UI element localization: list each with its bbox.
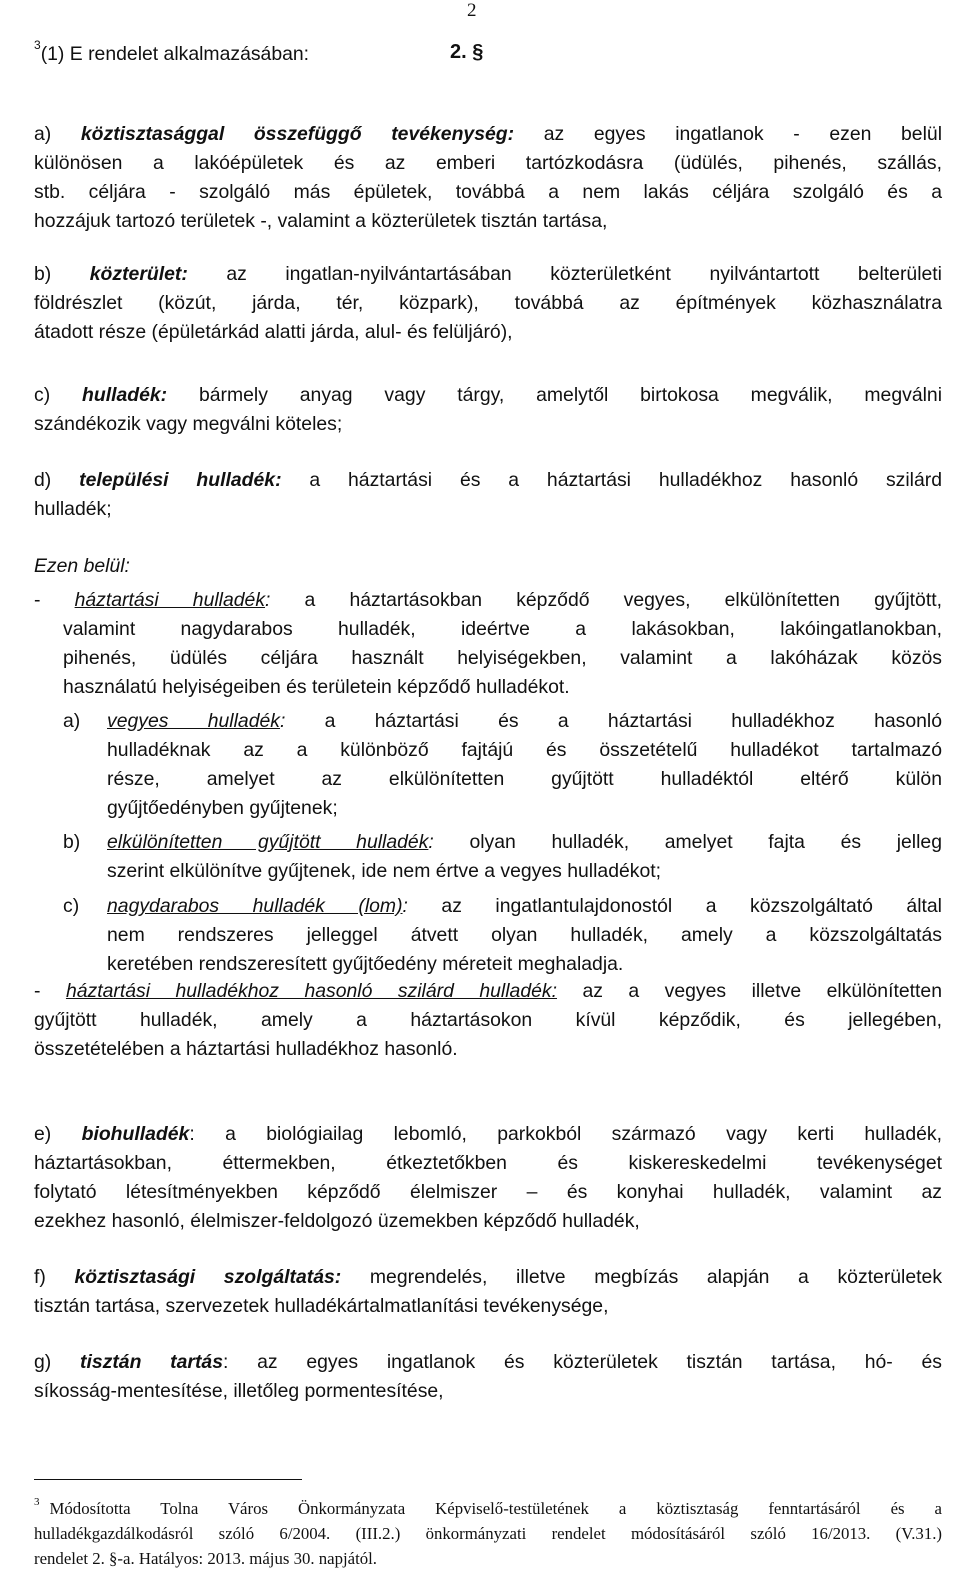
definition-b-term: közterület: <box>89 263 188 285</box>
definition-c-line2: szándékozik vagy megválni köteles; <box>34 413 343 435</box>
definition-a-line3: stb. céljára - szolgáló más épületek, továbbá a nem lakás céljára szolgáló és a <box>34 181 942 203</box>
definition-a-line4: hozzájuk tartozó területek -, valamint a közterületek tisztán tartása, <box>34 210 608 232</box>
household-waste <box>34 586 942 702</box>
definition-f-term: köztisztasági szolgáltatás: <box>74 1266 342 1288</box>
definition-e-term: biohulladék <box>81 1123 190 1145</box>
similar-solid-waste-line3: összetételében a háztartási hulladékhoz hasonló. <box>34 1038 458 1060</box>
similar-solid-waste-line2: gyűjtött hulladék, amely a háztartásokon kívül képződik, és jellegében, <box>34 1009 942 1031</box>
subdefinition-c-label: c) <box>63 895 80 917</box>
definition-b-line3: átadott része (épületárkád alatti járda, alul- és felüljáró), <box>34 321 513 343</box>
definition-a <box>34 120 942 236</box>
subdefinition-a-label: a) <box>63 710 81 732</box>
definition-e <box>34 1120 942 1236</box>
section-title: 2. § <box>450 41 484 63</box>
definition-a-line1: a) köztisztasággal összefüggő tevékenység: az egyes ingatlanok - ezen belül <box>34 123 942 145</box>
definition-f <box>34 1263 942 1321</box>
definition-g-line2: síkosság-mentesítése, illetőleg pormentesítése, <box>34 1380 444 1402</box>
definition-a-line2: különösen a lakóépületek és az emberi tartózkodásra (üdülés, pihenés, szállás, <box>34 152 942 174</box>
household-waste-line4: használatú helyiségeiben és területein képződő hulladékot. <box>63 676 570 698</box>
definition-g-term: tisztán tartás <box>80 1351 223 1373</box>
subdefinition-c-term: nagydarabos hulladék (lom) <box>107 895 403 917</box>
definition-e-line3: folytató létesítményekben képződő élelmiszer – és konyhai hulladék, valamint az <box>34 1181 942 1203</box>
definition-b <box>34 260 942 347</box>
similar-solid-waste-term: háztartási hulladékhoz hasonló szilárd hulladék: <box>65 980 557 1002</box>
definition-b-line2: földrészlet (közút, járda, tér, közpark), továbbá az építmények közhasználatra <box>34 292 942 314</box>
definition-f-line2: tisztán tartása, szervezetek hulladékártalmatlanítási tevékenysége, <box>34 1295 609 1317</box>
definition-c <box>34 381 942 439</box>
definition-d-line2: hulladék; <box>34 498 112 520</box>
definition-e-line2: háztartásokban, éttermekben, étkeztetőkben és kiskereskedelmi tevékenységet <box>34 1152 942 1174</box>
definition-e-line1: e) biohulladék: a biológiailag lebomló, parkokból származó vagy kerti hulladék, <box>34 1123 942 1145</box>
subdefinition-b-term: elkülönítetten gyűjtött hulladék <box>107 831 429 853</box>
definition-c-line1: c) hulladék: bármely anyag vagy tárgy, amelytől birtokosa megválik, megválni <box>34 384 943 406</box>
article-heading <box>34 38 934 72</box>
within-label: Ezen belül: <box>34 555 130 577</box>
definition-d <box>34 466 942 524</box>
article-intro-text: (1) E rendelet alkalmazásában: <box>40 43 310 65</box>
definition-g-line1: g) tisztán tartás: az egyes ingatlanok és közterületek tisztán tartása, hó- és <box>34 1351 942 1373</box>
footnote-mark: 3 <box>34 1496 40 1508</box>
definition-g <box>34 1348 942 1406</box>
definition-e-line4: ezekhez hasonló, élelmiszer-feldolgozó üzemekben képződő hulladék, <box>34 1210 640 1232</box>
definition-d-line1: d) települési hulladék: a háztartási és a háztartási hulladékhoz hasonló szilárd <box>34 469 943 491</box>
footnote-reference[interactable]: 3 <box>34 38 41 52</box>
household-waste-term: háztartási hulladék <box>74 589 266 611</box>
footnote-separator <box>34 1479 302 1480</box>
household-waste-line2: valamint nagydarabos hulladék, ideértve a lakásokban, lakóingatlanokban, <box>63 618 942 640</box>
definition-c-term: hulladék: <box>82 384 168 406</box>
subdefinition-a-term: vegyes hulladék <box>107 710 280 732</box>
definition-d-term: települési hulladék: <box>79 469 282 491</box>
household-waste-line1: - háztartási hulladék: a háztartásokban képződő vegyes, elkülönítetten gyűjtött, <box>34 589 942 611</box>
definition-b-line1: b) közterület: az ingatlan-nyilvántartásában közterületként nyilvántartott belterületi <box>34 263 942 285</box>
household-waste-line3: pihenés, üdülés céljára használt helyiségekben, valamint a lakóházak közös <box>63 647 942 669</box>
footnote: $^3$ Módosította Tolna Város Önkormányzata Képviselő-testületének a köztisztaság fenntartásáról és a hulladékgazdálkodásról szóló 6/2004. (III.2.) önkormányzati rendelet módosításáról szóló 16/2013. (V.31.) rendelet 2. §-a. Hatályos: 2013. május 30. napjától. <box>34 1496 942 1568</box>
article-intro <box>34 40 309 69</box>
similar-solid-waste <box>34 977 942 1064</box>
similar-solid-waste-line1: - háztartási hulladékhoz hasonló szilárd hulladék: az a vegyes illetve elkülönítetten <box>34 980 942 1002</box>
definition-f-line1: f) köztisztasági szolgáltatás: megrendelés, illetve megbízás alapján a közterületek <box>34 1266 943 1288</box>
definition-a-term: köztisztasággal összefüggő tevékenység: <box>80 123 515 145</box>
subdefinition-b-label: b) <box>63 831 81 853</box>
page-number: 2 <box>467 0 477 21</box>
